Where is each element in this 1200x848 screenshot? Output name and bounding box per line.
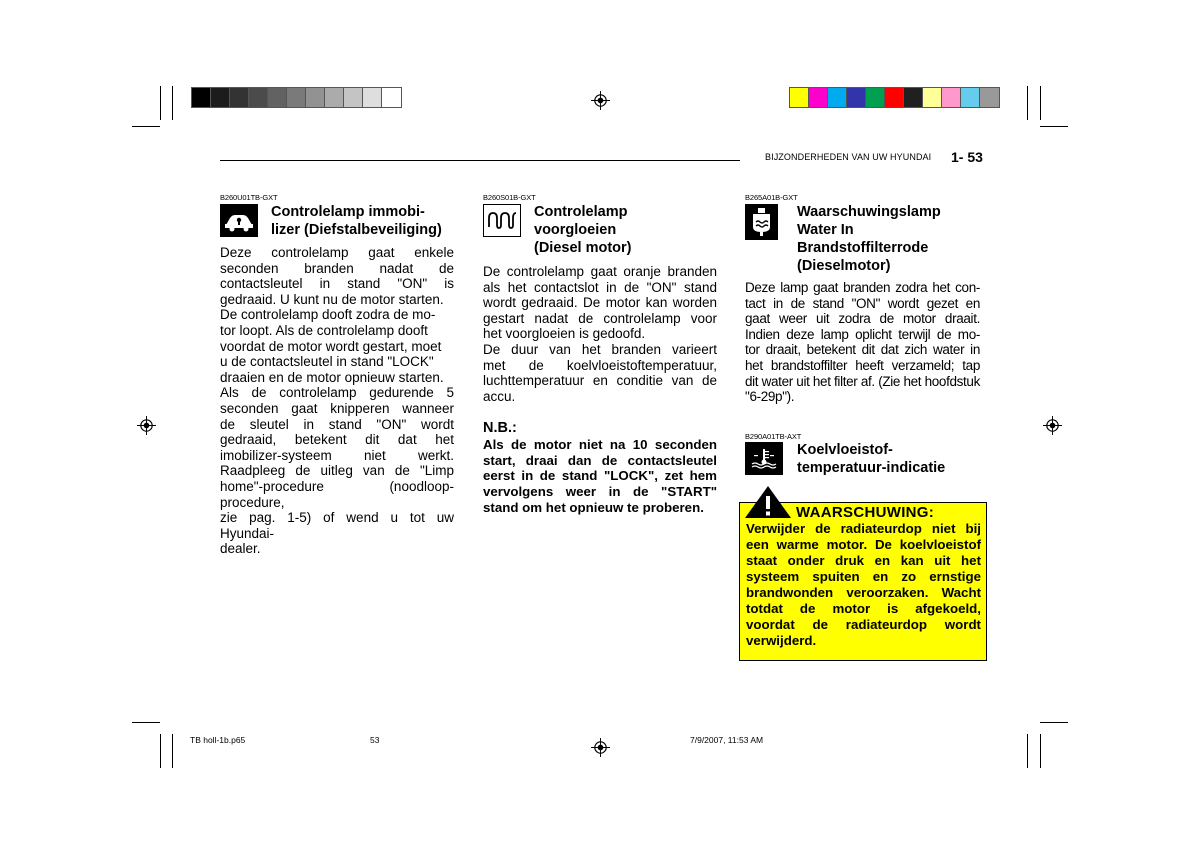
color-swatch [325, 88, 344, 107]
color-swatch [230, 88, 249, 107]
crop-mark [160, 86, 161, 120]
registration-mark-icon [137, 416, 156, 435]
coolant-title: Koelvloeistof- temperatuur-indicatie [797, 442, 946, 476]
color-swatch [344, 88, 363, 107]
immobilizer-body: Deze controlelamp gaat enkele seconden branden nadat de contactsleutel in stand "ON" is gedraaid. U kunt nu de motor starten. De controlelamp dooft zodra de mo- tor loopt. Als de controlelamp dooft voordat de motor wordt gestart, moet u de contactsleutel in stand "LOCK" draaien en de motor opnieuw starten. Als de controlelamp gedurende 5 seconden gaat knipperen wanneer de sleutel in stand "ON" wordt gedraaid, betekent dit dat het imobilizer-systeem niet werkt. Raadpleeg de uitleg van de "Limp home"-procedure (noodloop-procedure, zie pag. 1-5) of wend u tot uw Hyundai- dealer. [220, 245, 454, 557]
color-swatch [249, 88, 268, 107]
color-swatch [809, 88, 828, 107]
glow-plug-title: Controlelamp voorgloeien (Diesel motor) [534, 204, 632, 256]
crop-mark [1040, 734, 1041, 768]
section-code: B260S01B-GXT [483, 193, 536, 202]
color-swatch [847, 88, 866, 107]
section-title: BIJZONDERHEDEN VAN UW HYUNDAI [765, 152, 932, 162]
section-code: B265A01B-GXT [745, 193, 798, 202]
color-swatch [942, 88, 961, 107]
color-swatch [923, 88, 942, 107]
crop-mark [1027, 86, 1028, 120]
header-rule [220, 160, 740, 161]
glow-plug-icon [483, 204, 521, 237]
grayscale-calibration-bar [191, 87, 402, 108]
registration-mark-icon [1043, 416, 1062, 435]
color-swatch [885, 88, 904, 107]
glow-plug-body: De controlelamp gaat oranje branden als het contactslot in de "ON" stand wordt gedraaid. De motor kan worden gestart nadat de controlelamp voor het voorgloeien is gedoofd. De duur van het branden varieert met de koelvloeistoftemperatuur, luchttemperatuur en conditie van de accu. [483, 264, 717, 404]
fuel-filter-title: Waarschuwingslamp Water In Brandstoffilterrode (Dieselmotor) [797, 204, 941, 274]
crop-mark [132, 722, 160, 723]
crop-mark [1040, 722, 1068, 723]
immobilizer-title: Controlelamp immobi- lizer (Diefstalbeveiliging) [271, 204, 442, 238]
note-body: Als de motor niet na 10 seconden start, draai dan de contactsleutel eerst in de stand "LOCK", zet hem vervolgens weer in de "START" stand om het opnieuw te proberen. [483, 437, 717, 515]
color-swatch [268, 88, 287, 107]
warning-title: WAARSCHUWING: [796, 504, 935, 521]
section-code: B290A01TB-AXT [745, 432, 802, 441]
color-swatch [790, 88, 809, 107]
coolant-temperature-icon [745, 442, 783, 475]
color-calibration-bar [789, 87, 1000, 108]
crop-mark [172, 734, 173, 768]
warning-triangle-icon [743, 484, 793, 520]
crop-mark [160, 734, 161, 768]
crop-mark [1040, 86, 1041, 120]
footer-date: 7/9/2007, 11:53 AM [690, 735, 764, 745]
fuel-filter-body: Deze lamp gaat branden zodra het con- tact in de stand "ON" wordt gezet en gaat weer uit zodra de motor draait. Indien deze lamp oplicht terwijl de mo- tor draait, betekent dit dat zich water in het brandstoffilter heeft verzameld; tap dit water uit het filter af. (Zie het hoofdstuk "6-29p"). [745, 280, 980, 405]
registration-mark-icon [591, 738, 610, 757]
color-swatch [382, 88, 401, 107]
color-swatch [866, 88, 885, 107]
footer-filename: TB holl-1b.p65 [190, 735, 246, 745]
footer-page: 53 [370, 735, 380, 745]
color-swatch [287, 88, 306, 107]
warning-text: Verwijder de radiateurdop niet bij een warme motor. De koelvloeistof staat onder druk en kan uit het systeem spuiten en zo ernstige brandwonden veroorzaken. Wacht totdat de motor is afgekoeld, voordat de radiateurdop wordt verwijderd. [746, 521, 981, 648]
color-swatch [904, 88, 923, 107]
color-swatch [306, 88, 325, 107]
crop-mark [1040, 126, 1068, 127]
color-swatch [828, 88, 847, 107]
color-swatch [363, 88, 382, 107]
section-code: B260U01TB-GXT [220, 193, 278, 202]
crop-mark [1027, 734, 1028, 768]
color-swatch [961, 88, 980, 107]
crop-mark [132, 126, 160, 127]
crop-mark [172, 86, 173, 120]
car-immobilizer-icon [220, 204, 258, 237]
page-number: 1- 53 [951, 149, 983, 165]
color-swatch [211, 88, 230, 107]
color-swatch [980, 88, 999, 107]
note-title: N.B.: [483, 420, 517, 436]
color-swatch [192, 88, 211, 107]
registration-mark-icon [591, 91, 610, 110]
fuel-filter-water-icon [745, 204, 778, 240]
